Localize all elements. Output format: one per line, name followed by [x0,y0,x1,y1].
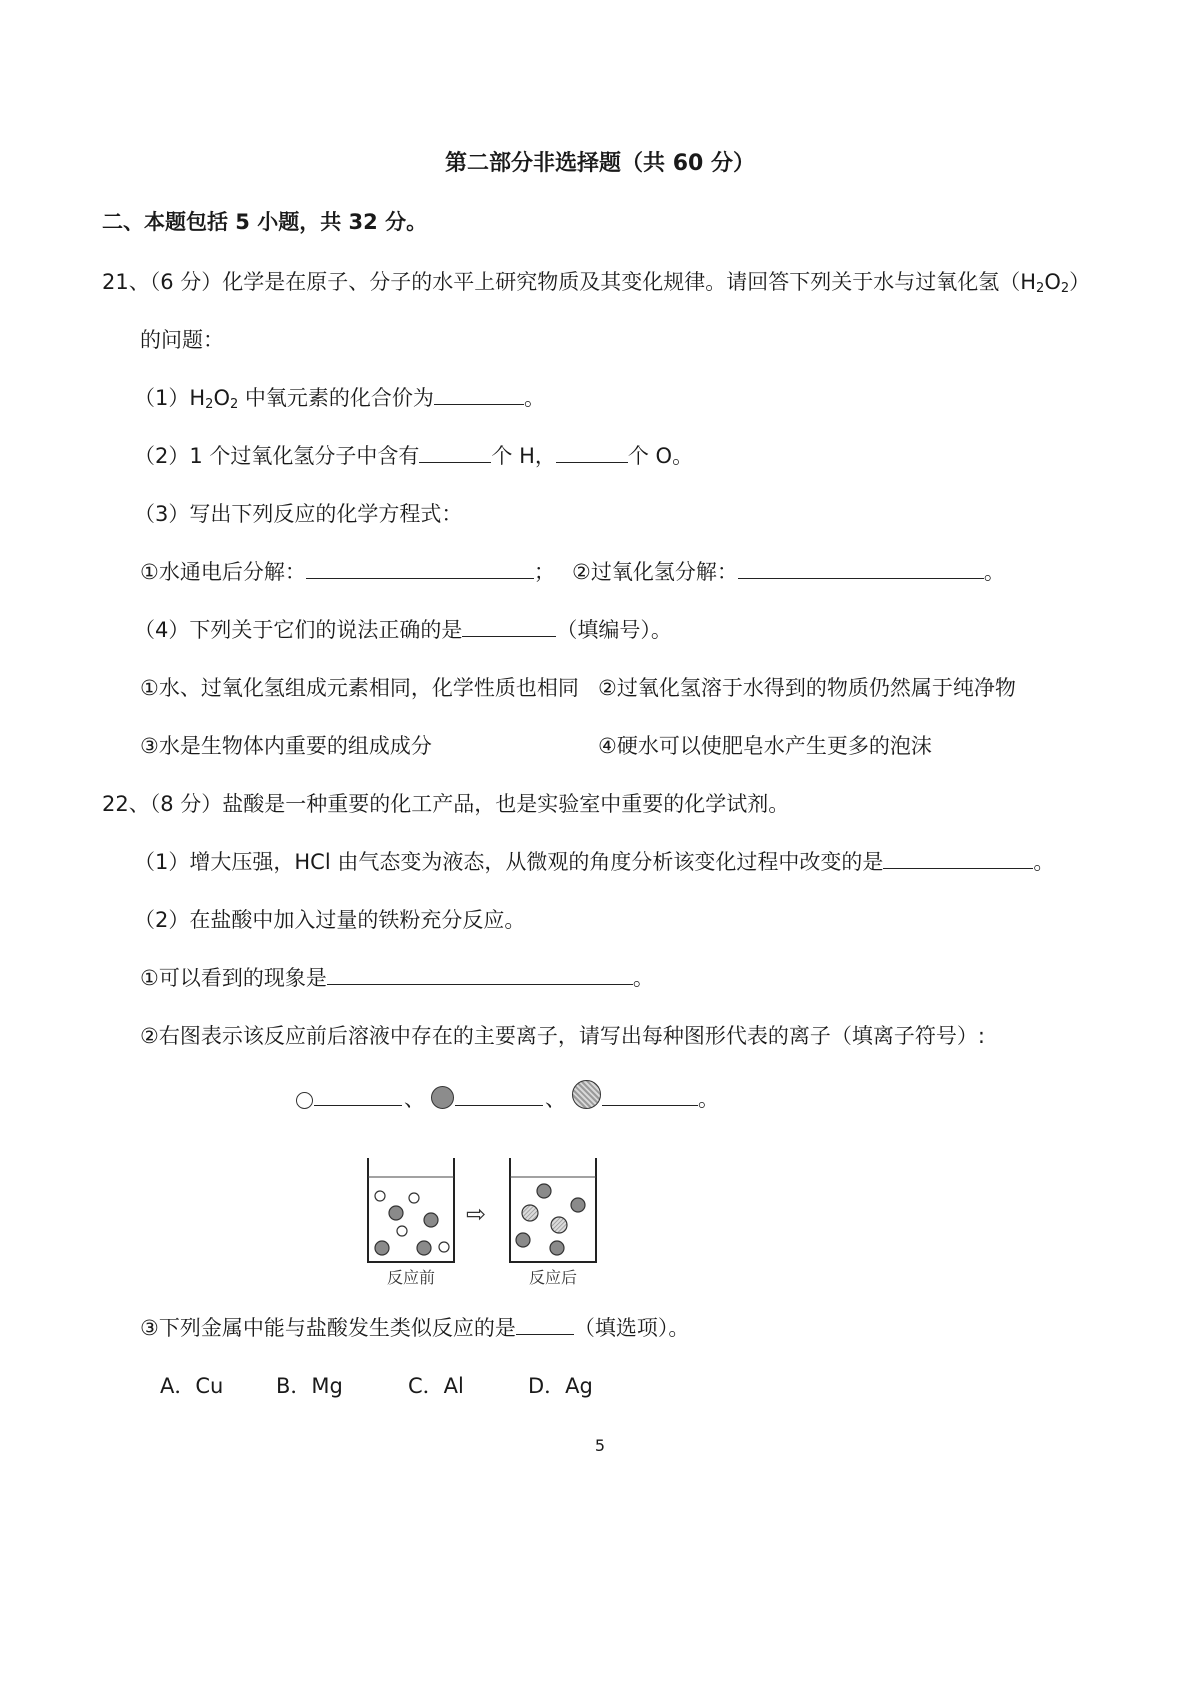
q21-stem: 21、（6 分）化学是在原子、分子的水平上研究物质及其变化规律。请回答下列关于水与过氧化氢$(H_2O_2)$ [102,270,1091,296]
q22-sub-3: ③下列金属中能与盐酸发生类似反应的是 （填选项）。 [140,1316,690,1340]
answer-blank[interactable] [556,442,628,463]
ion-legend: 、 、 。 [296,1080,719,1113]
choice-c: C．Al [408,1374,464,1398]
answer-blank[interactable] [738,558,984,579]
q21-equation-1: ①水通电后分解： ； [140,560,555,584]
page-title: 第二部分非选择题（共 60 分） [445,151,755,176]
q21-equation-2: ②过氧化氢分解： 。 [572,560,1005,584]
choice-a: A．Cu [160,1374,224,1398]
ion-dark [550,1241,564,1255]
q21-option-4: ④硬水可以使肥皂水产生更多的泡沫 [598,734,932,758]
ion-dark [417,1241,431,1255]
q21-part3: （3）写出下列反应的化学方程式： [134,502,463,526]
ion-dark [571,1198,585,1212]
answer-blank[interactable] [883,848,1033,869]
ion-hatched [522,1205,538,1221]
reaction-diagram [360,1150,610,1290]
answer-blank[interactable] [602,1085,698,1106]
q21-part1: $(1)H_2O_2$ 中氧元素的化合价为 。 [134,386,545,412]
beaker-after [510,1158,596,1262]
dark-circle-icon [431,1086,454,1109]
ion-dark [516,1233,530,1247]
ion-white [439,1242,449,1252]
answer-blank[interactable] [327,964,633,985]
q21-option-2: ②过氧化氢溶于水得到的物质仍然属于纯净物 [598,676,1016,700]
answer-blank[interactable] [306,558,534,579]
page-number: 5 [594,1436,606,1455]
ion-hatched [551,1217,567,1233]
q22-part1: （1）增大压强，HCl 由气态变为液态，从微观的角度分析该变化过程中改变的是 。 [134,850,1055,874]
answer-blank[interactable] [314,1085,402,1106]
ion-dark [537,1184,551,1198]
white-circle-icon [296,1092,313,1109]
ion-dark [375,1241,389,1255]
q21-option-3: ③水是生物体内重要的组成成分 [140,734,432,758]
reaction-arrow-icon: ⇨ [466,1200,487,1228]
beaker-before [368,1158,454,1262]
ion-white [397,1226,407,1236]
after-label: 反应后 [528,1268,578,1287]
hatched-circle-icon [572,1080,601,1109]
q22-sub-2: ②右图表示该反应前后溶液中存在的主要离子，请写出每种图形代表的离子（填离子符号）: [140,1024,985,1048]
answer-blank[interactable] [516,1314,574,1335]
answer-blank[interactable] [419,442,491,463]
q22-sub-1: ①可以看到的现象是 。 [140,966,654,990]
ion-dark [389,1206,403,1220]
ion-dark [424,1213,438,1227]
choice-d: D．Ag [528,1374,593,1398]
q22-stem: 22、（8 分）盐酸是一种重要的化工产品，也是实验室中重要的化学试剂。 [102,792,790,816]
ion-white [375,1191,385,1201]
q21-option-1: ①水、过氧化氢组成元素相同，化学性质也相同 [140,676,579,700]
choice-b: B．Mg [276,1374,343,1398]
ion-white [409,1193,419,1203]
q21-stem-cont: 的问题： [140,328,224,352]
q21-part2: （2）1 个过氧化氢分子中含有 个 H， 个 O。 [134,444,694,468]
answer-blank[interactable] [455,1085,543,1106]
answer-blank[interactable] [434,384,524,405]
q22-part2: （2）在盐酸中加入过量的铁粉充分反应。 [134,908,526,932]
section-heading: 二、本题包括 5 小题，共 32 分。 [102,210,428,234]
q21-part4: （4）下列关于它们的说法正确的是 （填编号）。 [134,618,672,642]
answer-blank[interactable] [462,616,556,637]
before-label: 反应前 [386,1268,436,1287]
